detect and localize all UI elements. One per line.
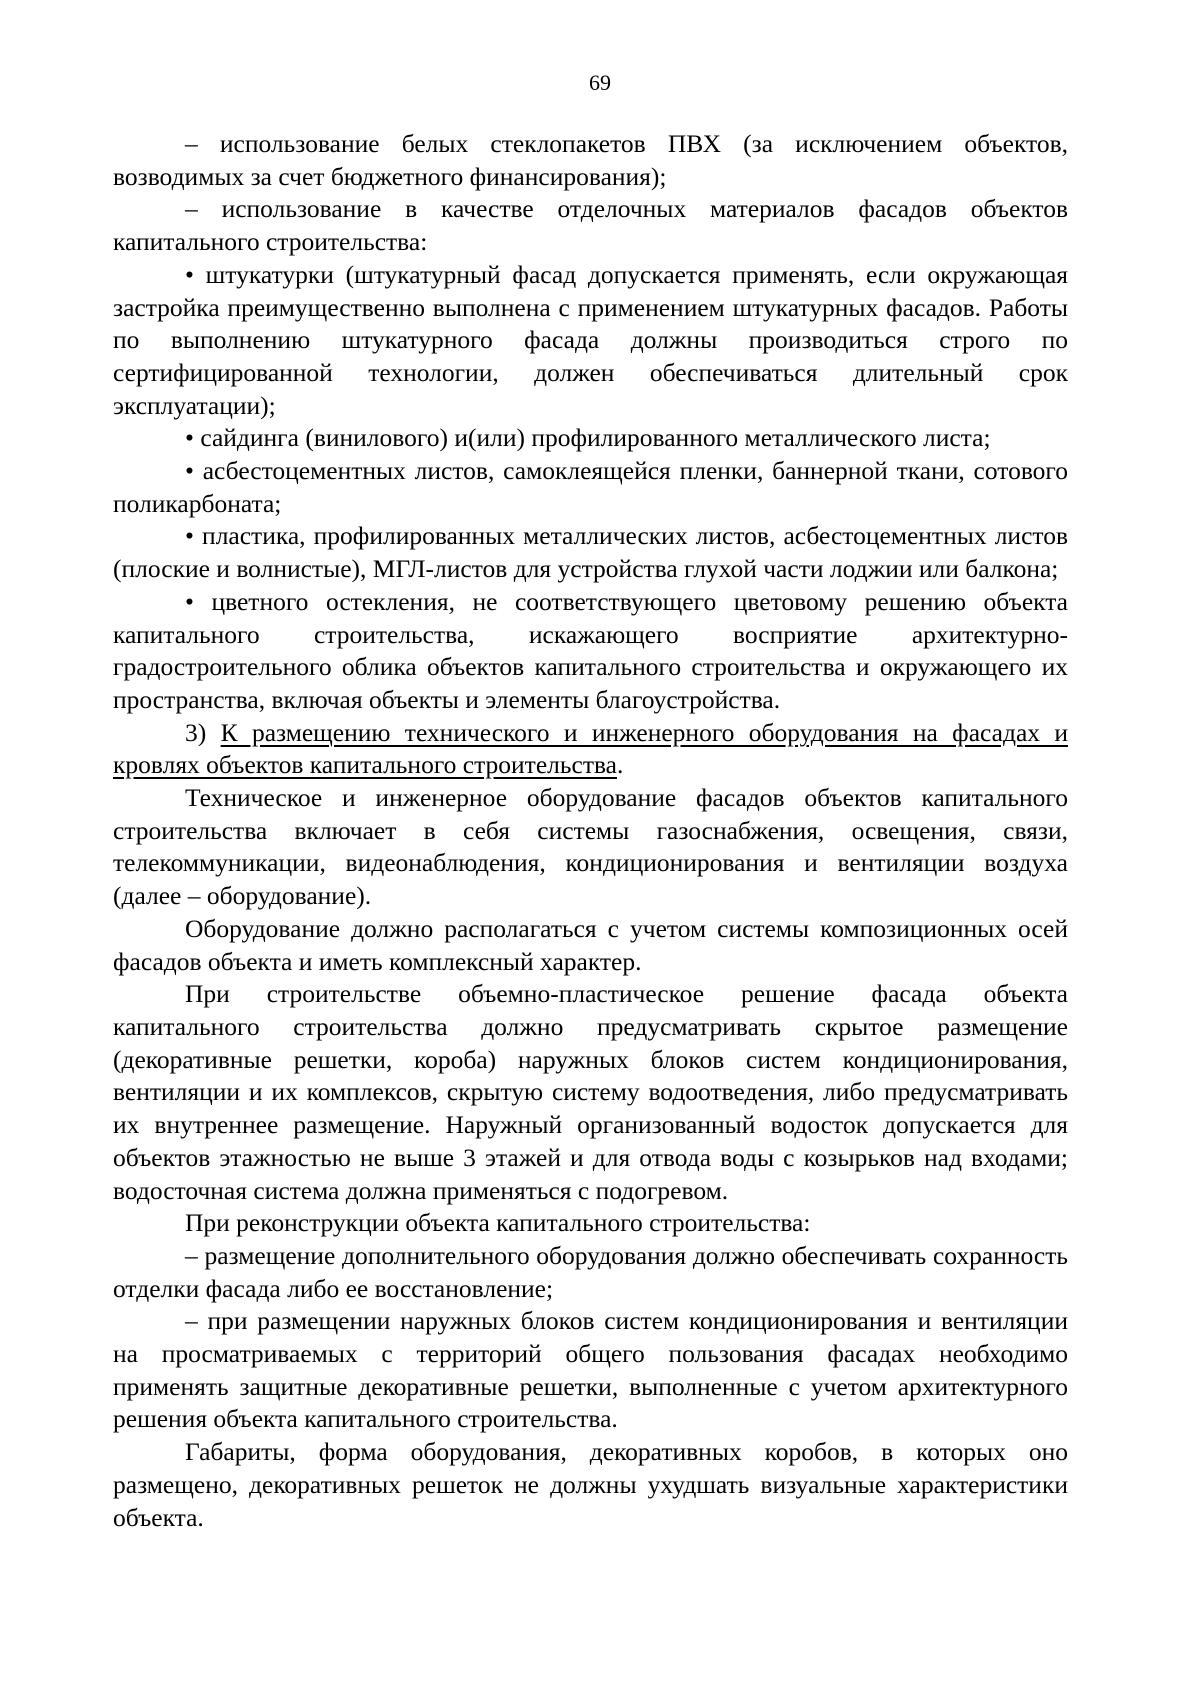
section-title: К размещению технического и инженерного оборудования на фасадах и кровлях объектов капитального строительства: [113, 717, 1068, 780]
list-item-bullet: • сайдинга (винилового) и(или) профилированного металлического листа;: [113, 422, 1068, 455]
list-item-bullet: • асбестоцементных листов, самоклеящейся пленки, баннерной ткани, сотового поликарбоната;: [113, 455, 1068, 520]
section-heading: [113, 717, 1068, 782]
section-title-period: .: [617, 750, 624, 780]
paragraph: Оборудование должно располагаться с учетом системы композиционных осей фасадов объекта и иметь комплексный характер.: [113, 913, 1068, 976]
paragraph: Техническое и инженерное оборудование фасадов объектов капитального строительства включает в себя системы газоснабжения, освещения, связи, телекоммуникации, видеонаблюдения, кондиционирования и вентиляции воздуха (далее – оборудование).: [113, 783, 1068, 911]
list-item-dash: – использование в качестве отделочных материалов фасадов объектов капитального строительства:: [113, 194, 1068, 257]
section-number: 3): [185, 717, 207, 747]
paragraph: При реконструкции объекта капитального строительства:: [185, 1208, 811, 1238]
list-item-dash: – при размещении наружных блоков систем кондиционирования и вентиляции на просматриваемых с территорий общего пользования фасадах необходимо применять защитные декоративные решетки, выполненные с учетом архитектурного решения объекта капитального строительства.: [113, 1306, 1068, 1434]
paragraph: Габариты, форма оборудования, декоративных коробов, в которых оно размещено, декоративных решеток не должны ухудшать визуальные характеристики объекта.: [113, 1437, 1068, 1532]
document-body: [113, 128, 1068, 1534]
list-item-dash: – использование белых стеклопакетов ПВХ (за исключением объектов, возводимых за счет бюджетного финансирования);: [113, 129, 1068, 191]
list-item-bullet: • пластика, профилированных металлических листов, асбестоцементных листов (плоские и волнистые), МГЛ-листов для устройства глухой части лоджии или балкона;: [113, 520, 1068, 585]
list-item-bullet: • цветного остекления, не соответствующего цветовому решению объекта капитального строительства, искажающего восприятие архитектурно-градостроительного облика объектов капитального строительства и окружающего их пространства, включая объекты и элементы благоустройства.: [113, 586, 1068, 717]
list-item-bullet: • штукатурки (штукатурный фасад допускается применять, если окружающая застройка преимущественно выполнена с применением штукатурных фасадов. Работы по выполнению штукатурного фасада должны производиться строго по сертифицированной технологии, должен обеспечиваться длительный срок эксплуатации);: [113, 259, 1068, 423]
page-number: 69: [589, 70, 611, 95]
paragraph: При строительстве объемно-пластическое решение фасада объекта капитального строительства должно предусматривать скрытое размещение (декоративные решетки, короба) наружных блоков систем кондиционирования, вентиляции и их комплексов, скрытую систему водоотведения, либо предусматривать их внутреннее размещение. Наружный организованный водосток допускается для объектов этажностью не выше 3 этажей и для отвода воды с козырьков над входами; водосточная система должна применяться с подогревом.: [113, 979, 1068, 1205]
list-item-dash: – размещение дополнительного оборудования должно обеспечивать сохранность отделки фасада либо ее восстановление;: [113, 1240, 1068, 1303]
